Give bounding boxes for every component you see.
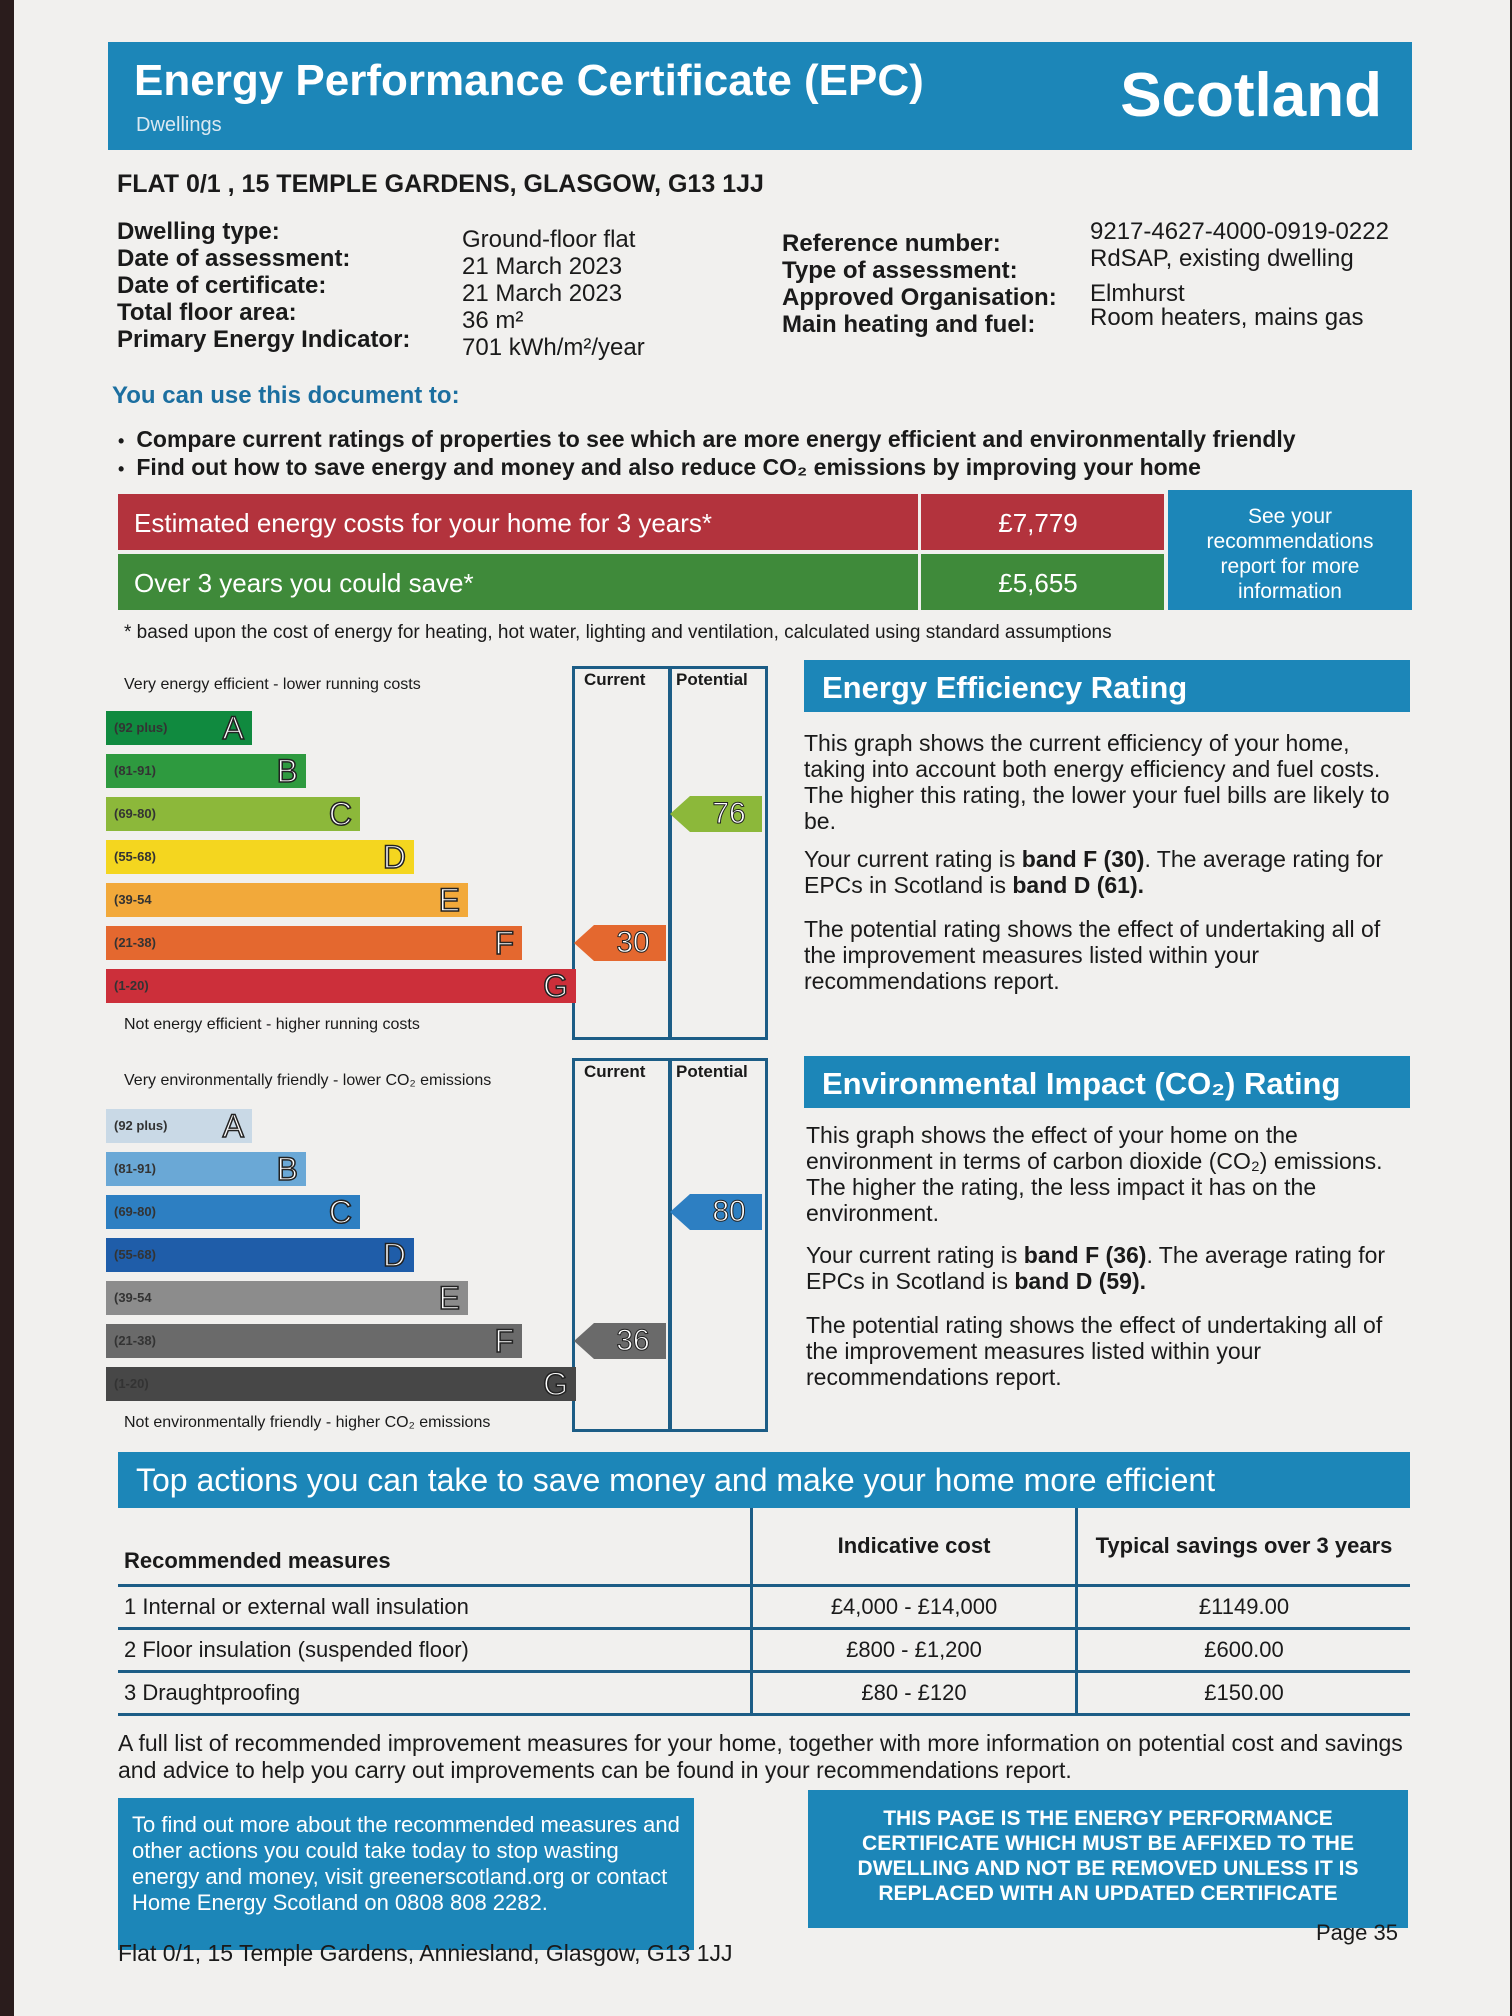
env-potential-column <box>668 1058 768 1432</box>
env-band-range: (39-54 <box>114 1290 152 1305</box>
energy-band-range: (21-38) <box>114 935 156 950</box>
env-rating-p3: The potential rating shows the effect of undertaking all of the improvement measures listed within your recommendations report. <box>806 1312 1383 1390</box>
env-band-d <box>106 1238 414 1272</box>
cost-col-header: Indicative cost <box>752 1508 1077 1586</box>
cost-divider <box>918 494 921 550</box>
energy-band-f <box>106 926 522 960</box>
energy-band-letter: G <box>543 968 568 1004</box>
env-rating-average-band: band D (59). <box>1014 1268 1146 1294</box>
table-row <box>118 1629 1410 1672</box>
env-potential-header: Potential <box>676 1062 748 1081</box>
env-band-b <box>106 1152 306 1186</box>
uses-heading: You can use this document to: <box>112 382 460 409</box>
page-number: Page 35 <box>1316 1920 1398 1945</box>
env-band-a <box>106 1109 252 1143</box>
savings-row <box>118 554 1164 610</box>
env-rating-p2-c: . The average rating for EPCs in Scotland is <box>806 1242 1386 1294</box>
env-bottom-text: Not environmentally friendly - higher CO₂ emissions <box>124 1414 491 1431</box>
detail-value-organisation: Elmhurst <box>1090 280 1185 307</box>
env-rating-heading <box>804 1056 1410 1108</box>
energy-current-column <box>572 666 672 1040</box>
env-rating-heading-text: Environmental Impact (CO₂) Rating <box>822 1066 1341 1101</box>
detail-value-assessment-date: 21 March 2023 <box>462 253 623 280</box>
env-band-letter: E <box>438 1280 460 1316</box>
energy-potential-value: 76 <box>712 797 746 830</box>
energy-band-letter: B <box>276 753 298 789</box>
energy-potential-header: Potential <box>676 670 748 689</box>
env-current-column <box>572 1058 672 1432</box>
measure-cost: £4,000 - £14,000 <box>752 1586 1077 1629</box>
energy-band-letter: C <box>328 796 352 832</box>
savings-divider <box>918 554 921 610</box>
measure-savings: £150.00 <box>1077 1672 1411 1715</box>
energy-rating-average-band: band D (61). <box>1012 872 1144 898</box>
measure-cost: £800 - £1,200 <box>752 1629 1077 1672</box>
detail-value-assessment-type: RdSAP, existing dwelling <box>1090 245 1354 272</box>
detail-value-energy-indicator: 701 kWh/m²/year <box>462 334 645 361</box>
env-band-c <box>106 1195 360 1229</box>
measures-table <box>118 1508 1410 1716</box>
env-rating-p1: This graph shows the effect of your home on the environment in terms of carbon dioxide (CO₂) emissions. The higher the rating, the less impact it has on the environment. <box>806 1122 1383 1226</box>
measure-savings: £600.00 <box>1077 1629 1411 1672</box>
env-band-letter: D <box>382 1237 406 1273</box>
env-potential-value: 80 <box>712 1195 746 1228</box>
env-band-range: (55-68) <box>114 1247 156 1262</box>
energy-rating-heading-text: Energy Efficiency Rating <box>822 670 1188 705</box>
energy-rating-p2-c: . The average rating for EPCs in Scotland is <box>804 846 1384 898</box>
env-current-header: Current <box>584 1062 646 1081</box>
savings-value: £5,655 <box>998 568 1078 598</box>
estimated-cost-row <box>118 494 1164 550</box>
energy-band-letter: F <box>494 925 514 961</box>
page-subtitle: Dwellings <box>136 114 222 136</box>
env-current-value: 36 <box>616 1324 650 1357</box>
energy-potential-column <box>668 666 768 1040</box>
measure-name: 3 Draughtproofing <box>118 1672 752 1715</box>
detail-value-dwelling-type: Ground-floor flat <box>462 226 636 253</box>
energy-rating-p2 <box>804 846 1408 898</box>
detail-label-dwelling-type: Dwelling type: <box>117 218 280 245</box>
env-band-range: (69-80) <box>114 1204 156 1219</box>
energy-band-letter: D <box>382 839 406 875</box>
detail-label-organisation: Approved Organisation: <box>782 284 1057 311</box>
detail-value-reference: 9217-4627-4000-0919-0222 <box>1090 218 1389 245</box>
env-band-letter: C <box>328 1194 352 1230</box>
measure-cost: £80 - £120 <box>752 1672 1077 1715</box>
detail-value-floor-area: 36 m² <box>462 307 524 334</box>
env-band-letter: B <box>276 1151 298 1187</box>
energy-rating-p2-a: Your current rating is <box>804 846 1022 872</box>
detail-label-assessment-date: Date of assessment: <box>117 245 351 272</box>
cost-footnote: * based upon the cost of energy for heating, hot water, lighting and ventilation, calculated using standard assumptions <box>124 622 1112 643</box>
energy-band-c <box>106 797 360 831</box>
env-top-text: Very environmentally friendly - lower CO₂ emissions <box>124 1072 492 1089</box>
info-box <box>118 1798 694 1950</box>
env-band-g <box>106 1367 576 1401</box>
energy-band-e <box>106 883 468 917</box>
table-row <box>118 1586 1410 1629</box>
env-band-range: (81-91) <box>114 1161 156 1176</box>
energy-band-a <box>106 711 252 745</box>
energy-band-letter: E <box>438 882 460 918</box>
detail-label-certificate-date: Date of certificate: <box>117 272 327 299</box>
detail-label-floor-area: Total floor area: <box>117 299 297 326</box>
energy-rating-p1: This graph shows the current efficiency of your home, taking into account both energy efficiency and fuel costs. The higher this rating, the lower your fuel bills are likely to be. <box>804 730 1390 834</box>
uses-item-compare: • Compare current ratings of properties to see which are more energy efficient and environmentally friendly <box>118 426 1296 453</box>
affix-notice-box <box>808 1790 1408 1928</box>
measures-col-header: Recommended measures <box>118 1508 752 1586</box>
env-band-range: (21-38) <box>114 1333 156 1348</box>
measure-name: 2 Floor insulation (suspended floor) <box>118 1629 752 1672</box>
energy-band-range: (1-20) <box>114 978 149 993</box>
actions-heading-text: Top actions you can take to save money and make your home more efficient <box>136 1462 1216 1498</box>
savings-label: Over 3 years you could save* <box>134 568 474 598</box>
energy-band-b <box>106 754 306 788</box>
actions-heading <box>118 1452 1410 1508</box>
see-recommendations-text: See your recommendations report for more information <box>1206 505 1374 603</box>
env-band-letter: G <box>543 1366 568 1402</box>
energy-top-text: Very energy efficient - lower running costs <box>124 676 421 693</box>
savings-col-header: Typical savings over 3 years <box>1077 1508 1411 1586</box>
energy-rating-p3: The potential rating shows the effect of undertaking all of the improvement measures listed within your recommendations report. <box>804 916 1381 994</box>
energy-band-range: (69-80) <box>114 806 156 821</box>
energy-rating-current-band: band F (30) <box>1021 846 1145 872</box>
uses-item-save: • Find out how to save energy and money and also reduce CO₂ emissions by improving your home <box>118 454 1201 481</box>
detail-value-certificate-date: 21 March 2023 <box>462 280 623 307</box>
detail-label-reference: Reference number: <box>782 230 1001 257</box>
energy-band-range: (92 plus) <box>114 720 168 735</box>
info-box-text: To find out more about the recommended measures and other actions you could take today to stop wasting energy and money, visit greenerscotland.org or contact Home Energy Scotland on 0808 808 2282. <box>132 1812 680 1915</box>
env-band-range: (92 plus) <box>114 1118 168 1133</box>
env-rating-current-band: band F (36) <box>1023 1242 1147 1268</box>
energy-band-range: (55-68) <box>114 849 156 864</box>
energy-band-g <box>106 969 576 1003</box>
measures-header-row <box>118 1508 1410 1586</box>
detail-value-heating: Room heaters, mains gas <box>1090 304 1364 331</box>
env-band-letter: A <box>222 1108 244 1144</box>
footer-address: Flat 0/1, 15 Temple Gardens, Anniesland, Glasgow, G13 1JJ <box>118 1940 733 1966</box>
affix-notice-text: THIS PAGE IS THE ENERGY PERFORMANCE CERTIFICATE WHICH MUST BE AFFIXED TO THE DWELLING AND NOT BE REMOVED UNLESS IT IS REPLACED WITH AN UPDATED CERTIFICATE <box>857 1807 1359 1905</box>
table-row <box>118 1672 1410 1715</box>
energy-band-range: (81-91) <box>114 763 156 778</box>
env-rating-p2-a: Your current rating is <box>806 1242 1024 1268</box>
measure-name: 1 Internal or external wall insulation <box>118 1586 752 1629</box>
env-band-f <box>106 1324 522 1358</box>
energy-current-value: 30 <box>616 926 650 959</box>
energy-rating-heading <box>804 660 1410 712</box>
env-rating-p2 <box>806 1242 1408 1294</box>
energy-bottom-text: Not energy efficient - higher running costs <box>124 1016 420 1033</box>
property-address: FLAT 0/1 , 15 TEMPLE GARDENS, GLASGOW, G13 1JJ <box>117 170 764 198</box>
measure-savings: £1149.00 <box>1077 1586 1411 1629</box>
page-title: Energy Performance Certificate (EPC) <box>134 56 924 105</box>
detail-label-heating: Main heating and fuel: <box>782 311 1036 338</box>
header-banner <box>108 42 1412 150</box>
full-list-note: A full list of recommended improvement measures for your home, together with more information on potential cost and savings and advice to help you carry out improvements can be found in your recommendations report. <box>118 1730 1403 1783</box>
energy-band-letter: A <box>222 710 244 746</box>
env-band-range: (1-20) <box>114 1376 149 1391</box>
detail-label-assessment-type: Type of assessment: <box>782 257 1018 284</box>
estimated-cost-value: £7,779 <box>998 508 1078 538</box>
country-label: Scotland <box>1120 61 1382 130</box>
env-band-letter: F <box>494 1323 514 1359</box>
detail-label-energy-indicator: Primary Energy Indicator: <box>117 326 411 353</box>
env-band-e <box>106 1281 468 1315</box>
energy-band-range: (39-54 <box>114 892 152 907</box>
epc-page <box>14 0 1510 2016</box>
energy-current-header: Current <box>584 670 646 689</box>
see-recommendations-box <box>1168 490 1412 610</box>
estimated-cost-label: Estimated energy costs for your home for 3 years* <box>134 508 713 538</box>
energy-band-d <box>106 840 414 874</box>
